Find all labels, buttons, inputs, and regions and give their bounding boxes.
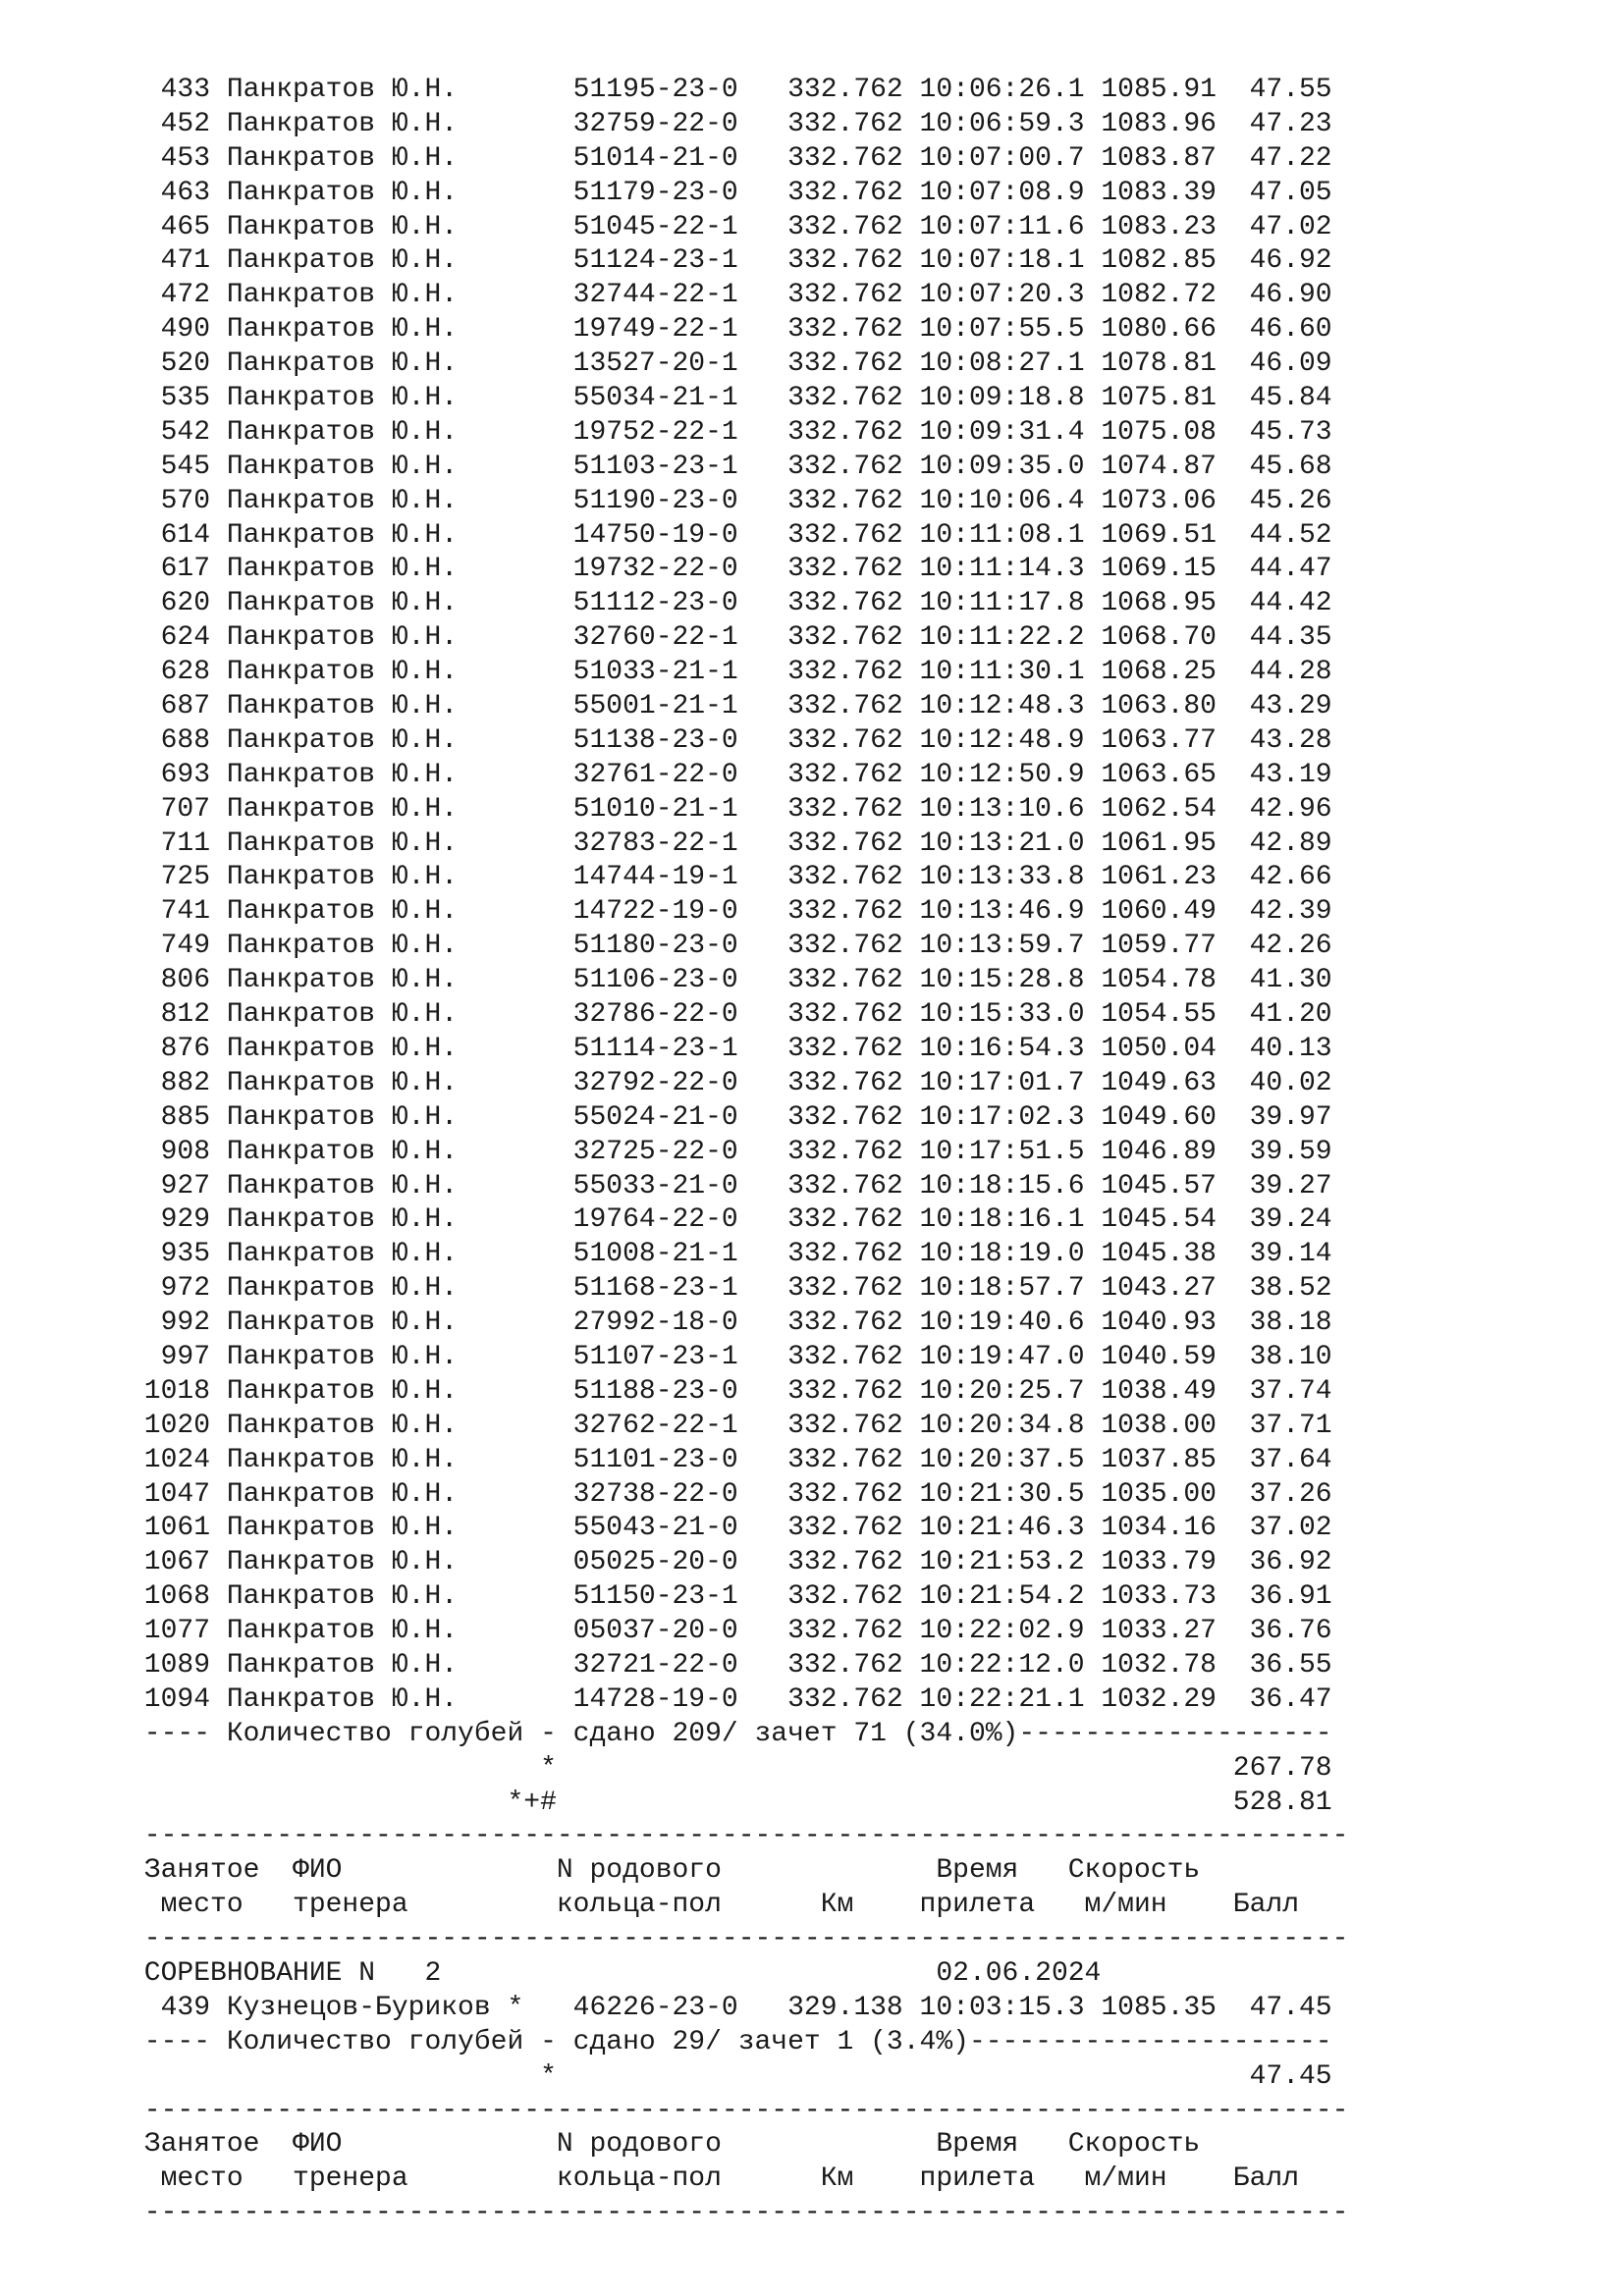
total-star-plus-hash-line: *+# 528.81 <box>128 1787 1332 1818</box>
result-row: 1089 Панкратов Ю.Н. 32721-22-0 332.762 10:22:12.0 1032.78 36.55 <box>128 1649 1332 1681</box>
results-table-competition-1 <box>128 74 1348 1718</box>
result-row: 628 Панкратов Ю.Н. 51033-21-1 332.762 10:11:30.1 1068.25 44.28 <box>128 657 1332 688</box>
result-row: 707 Панкратов Ю.Н. 51010-21-1 332.762 10:13:10.6 1062.54 42.96 <box>128 793 1332 825</box>
result-row: 624 Панкратов Ю.Н. 32760-22-1 332.762 10:11:22.2 1068.70 44.35 <box>128 622 1332 654</box>
competition-title: СОРЕВНОВАНИЕ N 2 02.06.2024 <box>128 1957 1102 1989</box>
result-row: 882 Панкратов Ю.Н. 32792-22-0 332.762 10:17:01.7 1049.63 40.02 <box>128 1067 1332 1098</box>
total-star-line: * 47.45 <box>128 2060 1332 2092</box>
result-row: 1068 Панкратов Ю.Н. 51150-23-1 332.762 10:21:54.2 1033.73 36.91 <box>128 1581 1332 1613</box>
result-row: 433 Панкратов Ю.Н. 51195-23-0 332.762 10:06:26.1 1085.91 47.55 <box>128 75 1332 105</box>
result-row: 1018 Панкратов Ю.Н. 51188-23-0 332.762 10:20:25.7 1038.49 37.74 <box>128 1375 1332 1407</box>
result-row: 929 Панкратов Ю.Н. 19764-22-0 332.762 10:18:16.1 1045.54 39.24 <box>128 1204 1332 1236</box>
separator-line: ------------------------------------------------------------------------- <box>128 2198 1349 2229</box>
result-row: 935 Панкратов Ю.Н. 51008-21-1 332.762 10:18:19.0 1045.38 39.14 <box>128 1239 1332 1270</box>
result-row: 490 Панкратов Ю.Н. 19749-22-1 332.762 10:07:55.5 1080.66 46.60 <box>128 314 1332 346</box>
separator-line: ------------------------------------------------------------------------- <box>128 1924 1349 1955</box>
result-row: 693 Панкратов Ю.Н. 32761-22-0 332.762 10:12:50.9 1063.65 43.19 <box>128 759 1332 790</box>
result-row: 1067 Панкратов Ю.Н. 05025-20-0 332.762 10:21:53.2 1033.79 36.92 <box>128 1547 1332 1578</box>
result-row: 542 Панкратов Ю.Н. 19752-22-1 332.762 10:09:31.4 1075.08 45.73 <box>128 416 1332 448</box>
result-row: 711 Панкратов Ю.Н. 32783-22-1 332.762 10:13:21.0 1061.95 42.89 <box>128 828 1332 859</box>
result-row: 1024 Панкратов Ю.Н. 51101-23-0 332.762 10:20:37.5 1037.85 37.64 <box>128 1444 1332 1475</box>
column-header-line-1: Занятое ФИО N родового Время Скорость <box>128 1855 1201 1887</box>
result-row: 908 Панкратов Ю.Н. 32725-22-0 332.762 10:17:51.5 1046.89 39.59 <box>128 1136 1332 1167</box>
result-row: 463 Панкратов Ю.Н. 51179-23-0 332.762 10:07:08.9 1083.39 47.05 <box>128 177 1332 208</box>
summary-line: ---- Количество голубей - сдано 29/ зачет 1 (3.4%)---------------------- <box>128 2026 1332 2057</box>
result-row: 471 Панкратов Ю.Н. 51124-23-1 332.762 10:07:18.1 1082.85 46.92 <box>128 245 1332 277</box>
result-row: 472 Панкратов Ю.Н. 32744-22-1 332.762 10:07:20.3 1082.72 46.90 <box>128 280 1332 311</box>
result-row: 806 Панкратов Ю.Н. 51106-23-0 332.762 10:15:28.8 1054.78 41.30 <box>128 965 1332 996</box>
result-row: 1047 Панкратов Ю.Н. 32738-22-0 332.762 10:21:30.5 1035.00 37.26 <box>128 1478 1332 1510</box>
result-row: 545 Панкратов Ю.Н. 51103-23-1 332.762 10:09:35.0 1074.87 45.68 <box>128 451 1332 482</box>
result-row: 439 Кузнецов-Буриков * 46226-23-0 329.138 10:03:15.3 1085.35 47.45 <box>128 1992 1332 2023</box>
total-star-line: * 267.78 <box>128 1752 1332 1784</box>
result-row: 885 Панкратов Ю.Н. 55024-21-0 332.762 10:17:02.3 1049.60 39.97 <box>128 1101 1332 1133</box>
result-row: 614 Панкратов Ю.Н. 14750-19-0 332.762 10:11:08.1 1069.51 44.52 <box>128 519 1332 551</box>
result-row: 570 Панкратов Ю.Н. 51190-23-0 332.762 10:10:06.4 1073.06 45.26 <box>128 485 1332 516</box>
column-header-line-2: место тренера кольца-пол Км прилета м/мин Балл <box>128 1890 1299 1921</box>
result-row: 927 Панкратов Ю.Н. 55033-21-0 332.762 10:18:15.6 1045.57 39.27 <box>128 1170 1332 1201</box>
result-row: 876 Панкратов Ю.Н. 51114-23-1 332.762 10:16:54.3 1050.04 40.13 <box>128 1033 1332 1064</box>
column-header-line-2: место тренера кольца-пол Км прилета м/мин Балл <box>128 2163 1299 2195</box>
result-row: 452 Панкратов Ю.Н. 32759-22-0 332.762 10:06:59.3 1083.96 47.23 <box>128 108 1332 139</box>
result-row: 688 Панкратов Ю.Н. 51138-23-0 332.762 10:12:48.9 1063.77 43.28 <box>128 724 1332 756</box>
result-row: 997 Панкратов Ю.Н. 51107-23-1 332.762 10:19:47.0 1040.59 38.10 <box>128 1341 1332 1372</box>
results-document <box>128 74 1348 2231</box>
result-row: 535 Панкратов Ю.Н. 55034-21-1 332.762 10:09:18.8 1075.81 45.84 <box>128 383 1332 414</box>
separator-line: ------------------------------------------------------------------------- <box>128 1821 1349 1852</box>
result-row: 1020 Панкратов Ю.Н. 32762-22-1 332.762 10:20:34.8 1038.00 37.71 <box>128 1410 1332 1441</box>
result-row: 1061 Панкратов Ю.Н. 55043-21-0 332.762 10:21:46.3 1034.16 37.02 <box>128 1513 1332 1544</box>
result-row: 1077 Панкратов Ю.Н. 05037-20-0 332.762 10:22:02.9 1033.27 36.76 <box>128 1616 1332 1647</box>
separator-line: ------------------------------------------------------------------------- <box>128 2095 1349 2126</box>
result-row: 520 Панкратов Ю.Н. 13527-20-1 332.762 10:08:27.1 1078.81 46.09 <box>128 348 1332 380</box>
result-row: 992 Панкратов Ю.Н. 27992-18-0 332.762 10:19:40.6 1040.93 38.18 <box>128 1308 1332 1339</box>
result-row: 453 Панкратов Ю.Н. 51014-21-0 332.762 10:07:00.7 1083.87 47.22 <box>128 142 1332 174</box>
result-row: 465 Панкратов Ю.Н. 51045-22-1 332.762 10:07:11.6 1083.23 47.02 <box>128 211 1332 242</box>
result-row: 1094 Панкратов Ю.Н. 14728-19-0 332.762 10:22:21.1 1032.29 36.47 <box>128 1683 1332 1715</box>
results-table-competition-2 <box>128 1992 1348 2026</box>
result-row: 620 Панкратов Ю.Н. 51112-23-0 332.762 10:11:17.8 1068.95 44.42 <box>128 588 1332 619</box>
result-row: 687 Панкратов Ю.Н. 55001-21-1 332.762 10:12:48.3 1063.80 43.29 <box>128 691 1332 722</box>
result-row: 972 Панкратов Ю.Н. 51168-23-1 332.762 10:18:57.7 1043.27 38.52 <box>128 1273 1332 1305</box>
result-row: 812 Панкратов Ю.Н. 32786-22-0 332.762 10:15:33.0 1054.55 41.20 <box>128 999 1332 1031</box>
summary-line: ---- Количество голубей - сдано 209/ зачет 71 (34.0%)------------------- <box>128 1718 1332 1749</box>
column-header-line-1: Занятое ФИО N родового Время Скорость <box>128 2129 1201 2161</box>
result-row: 749 Панкратов Ю.Н. 51180-23-0 332.762 10:13:59.7 1059.77 42.26 <box>128 931 1332 962</box>
result-row: 617 Панкратов Ю.Н. 19732-22-0 332.762 10:11:14.3 1069.15 44.47 <box>128 554 1332 585</box>
result-row: 741 Панкратов Ю.Н. 14722-19-0 332.762 10:13:46.9 1060.49 42.39 <box>128 896 1332 928</box>
result-row: 725 Панкратов Ю.Н. 14744-19-1 332.762 10:13:33.8 1061.23 42.66 <box>128 862 1332 893</box>
